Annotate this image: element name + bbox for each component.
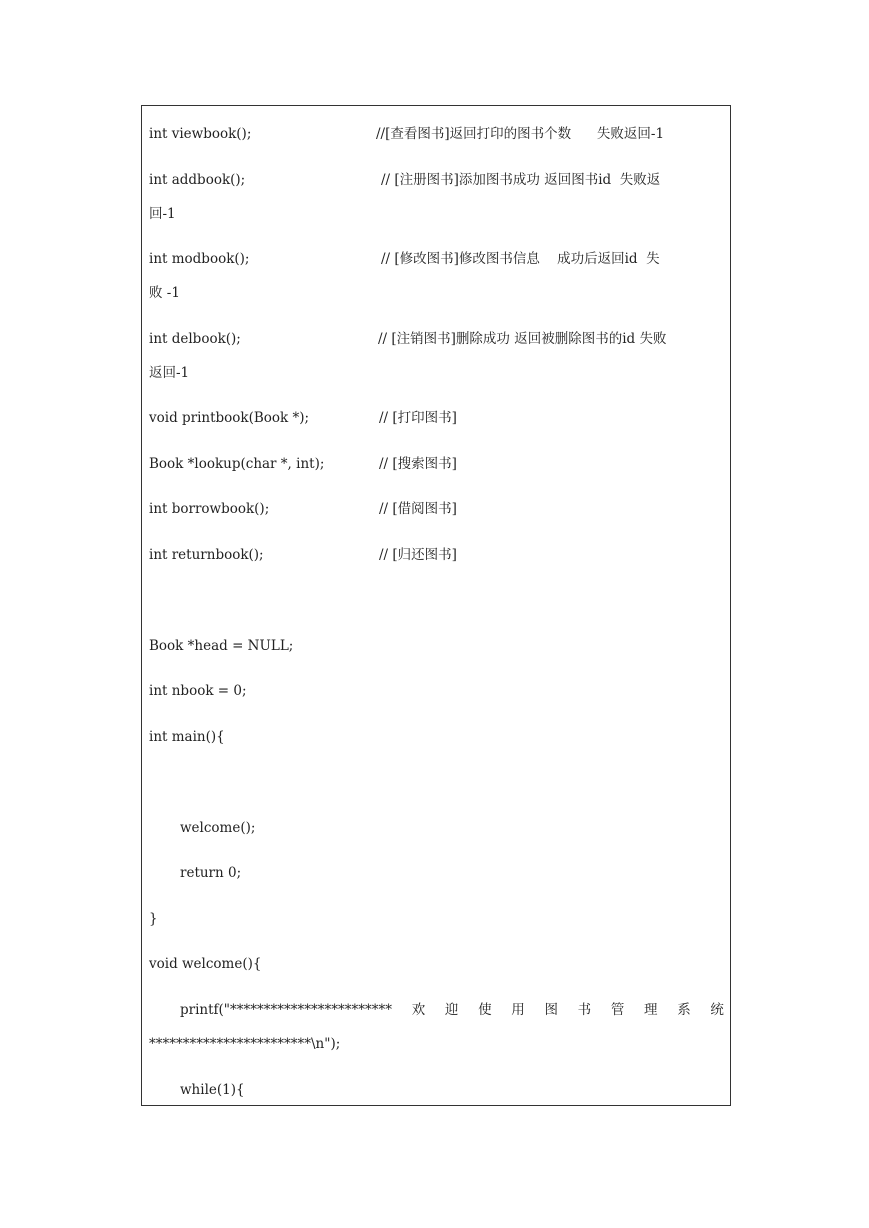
code-line: int borrowbook();: [149, 501, 270, 517]
code-line: while(1){: [180, 1082, 245, 1098]
printf-part: 图: [544, 1002, 558, 1018]
printf-part: 用: [511, 1002, 525, 1018]
code-comment: // [注册图书]添加图书成功 返回图书id 失败返: [381, 172, 661, 188]
code-comment: // [修改图书]修改图书信息 成功后返回id 失: [381, 251, 660, 267]
code-line: Book *lookup(char *, int);: [149, 456, 325, 472]
code-line: }: [149, 911, 158, 927]
code-line: int addbook();: [149, 172, 246, 188]
code-line: welcome();: [180, 820, 256, 836]
code-line-wrap: 返回-1: [149, 365, 190, 381]
code-comment: // [打印图书]: [379, 410, 457, 426]
code-line: int delbook();: [149, 331, 241, 347]
code-line-wrap: 败 -1: [149, 285, 180, 301]
printf-part: 统: [710, 1002, 724, 1018]
code-comment: // [归还图书]: [379, 547, 457, 563]
printf-part: printf("************************: [180, 1002, 393, 1018]
code-line: int modbook();: [149, 251, 250, 267]
code-comment: // [注销图书]删除成功 返回被删除图书的id 失败: [378, 331, 667, 347]
code-line: int main(){: [149, 729, 225, 745]
code-line-wrap: ************************\n");: [149, 1036, 341, 1052]
code-line: int returnbook();: [149, 547, 264, 563]
code-comment: // [搜索图书]: [379, 456, 457, 472]
code-line: Book *head = NULL;: [149, 638, 294, 654]
printf-part: 欢: [411, 1002, 426, 1018]
printf-part: 书: [577, 1002, 592, 1018]
printf-part: 系: [677, 1002, 691, 1018]
code-line: return 0;: [180, 865, 242, 881]
printf-part: 迎: [444, 1002, 459, 1018]
printf-part: 理: [644, 1002, 658, 1018]
code-line: int nbook = 0;: [149, 683, 247, 699]
printf-part: 管: [610, 1002, 625, 1018]
code-comment: //[查看图书]返回打印的图书个数 失败返回-1: [376, 126, 665, 142]
printf-part: 使: [478, 1002, 492, 1018]
code-line: int viewbook();: [149, 126, 252, 142]
code-line: void welcome(){: [149, 956, 262, 972]
code-line-wrap: 回-1: [149, 206, 176, 222]
printf-line: [149, 1001, 724, 1019]
code-line: void printbook(Book *);: [149, 410, 310, 426]
code-comment: // [借阅图书]: [379, 501, 457, 517]
